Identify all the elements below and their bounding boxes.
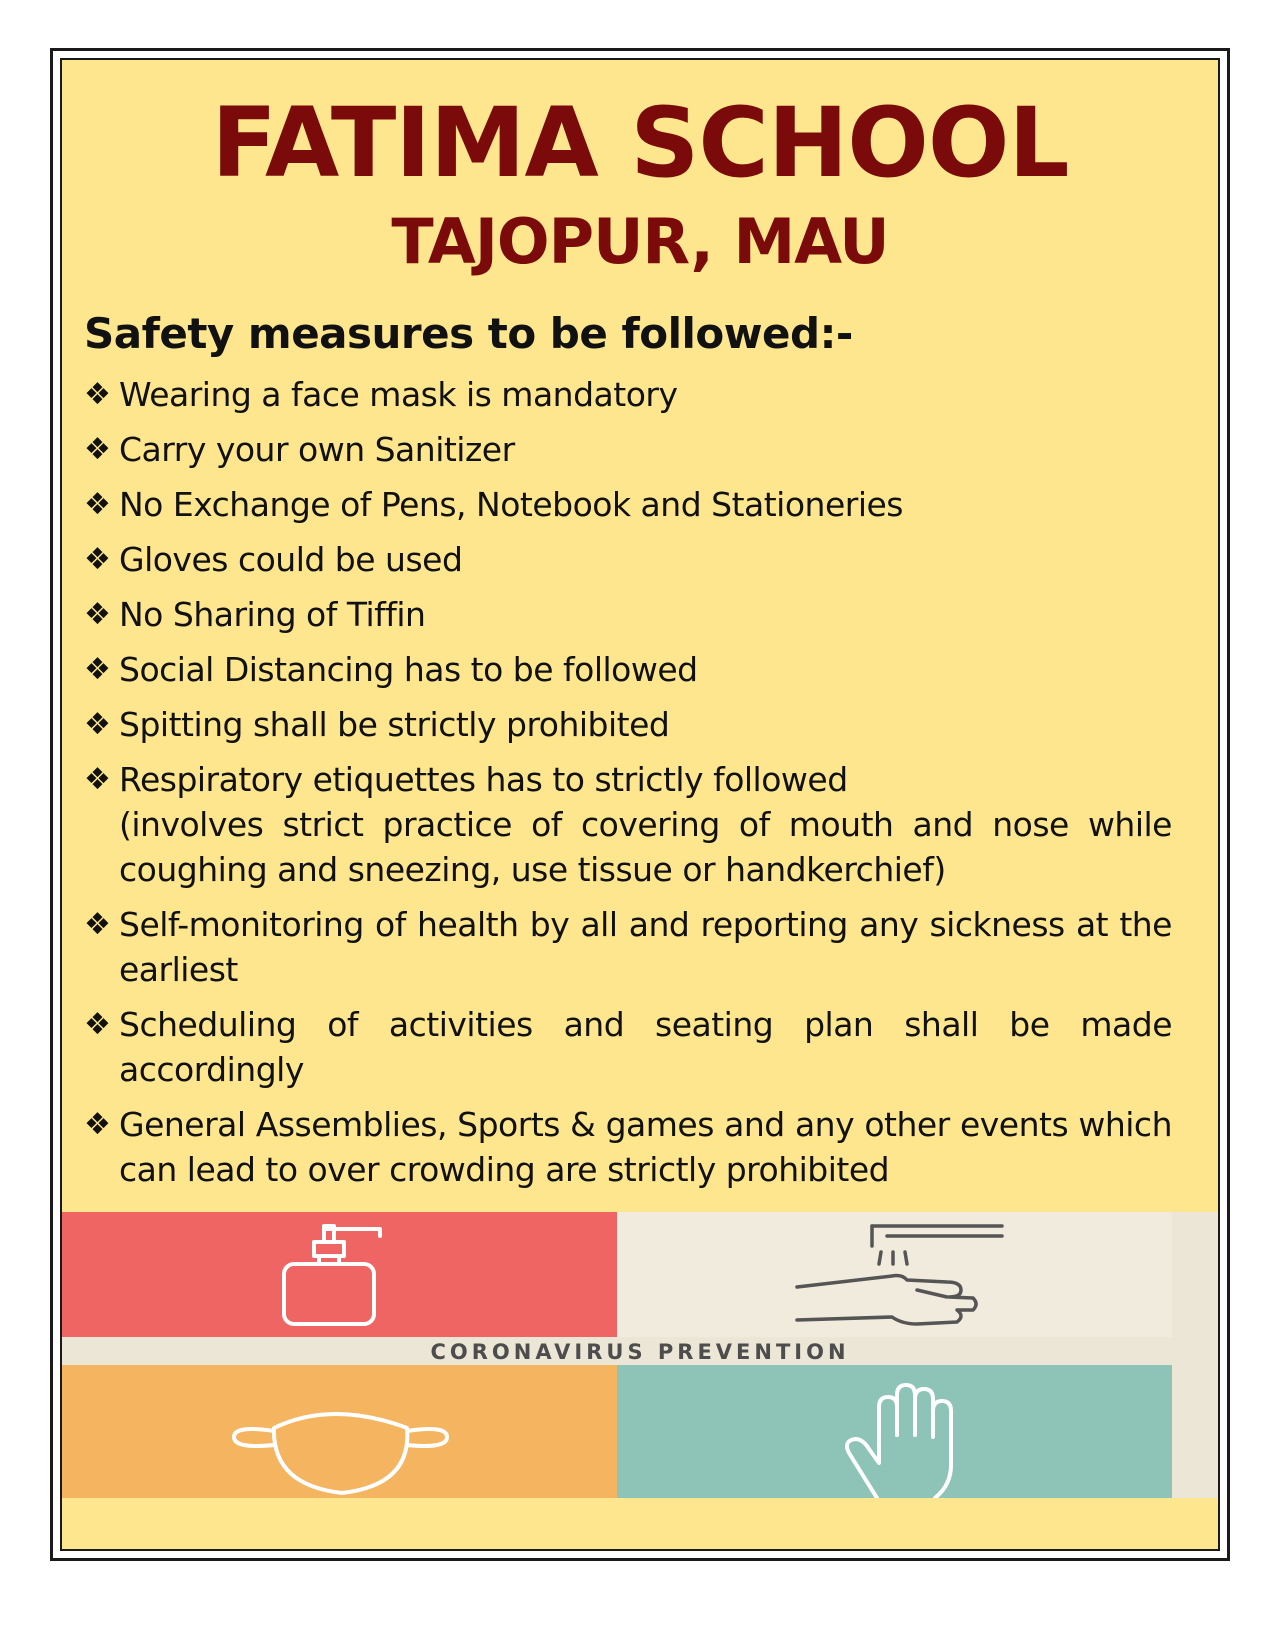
gloves-tile [617,1365,1172,1498]
measure-text: No Exchange of Pens, Notebook and Stationeries [119,485,903,524]
measure-item [84,1102,1172,1192]
measure-note: (involves strict practice of covering of mouth and nose while coughing and sneezing, use tissue or handkerchief) [119,805,1172,889]
measure-item [84,902,1172,992]
measure-item [84,592,1172,637]
diamond-bullet-icon: ❖ [84,707,111,742]
measure-item [84,537,1172,582]
measure-text: Social Distancing has to be followed [119,650,698,689]
face-mask-icon [62,1365,617,1498]
school-name: FATIMA SCHOOL [211,87,1069,199]
diamond-bullet-icon: ❖ [84,1107,111,1142]
mask-tile [62,1365,617,1498]
measure-item [84,1002,1172,1092]
measure-item [84,427,1172,472]
measure-text: Scheduling of activities and seating plan shall be made accordingly [119,1005,1172,1089]
diamond-bullet-icon: ❖ [84,542,111,577]
measure-item [84,372,1172,417]
measure-item [84,482,1172,527]
sanitizer-tile [62,1212,617,1337]
diamond-bullet-icon: ❖ [84,597,111,632]
glove-icon [617,1365,1172,1498]
diamond-bullet-icon: ❖ [84,762,111,797]
measure-text: Carry your own Sanitizer [119,430,515,469]
poster [60,58,1220,1551]
diamond-bullet-icon: ❖ [84,1007,111,1042]
safety-measures-list [84,372,1172,1202]
measure-text: Spitting shall be strictly prohibited [119,705,670,744]
diamond-bullet-icon: ❖ [84,907,111,942]
diamond-bullet-icon: ❖ [84,432,111,467]
sanitizer-bottle-icon [62,1212,617,1337]
measure-text: Respiratory etiquettes has to strictly followed [119,760,848,799]
hand-washing-icon [617,1212,1172,1337]
measure-text: Wearing a face mask is mandatory [119,375,678,414]
measure-item [84,647,1172,692]
measure-item [84,702,1172,747]
banner-caption: CORONAVIRUS PREVENTION [430,1340,850,1364]
handwash-tile [617,1212,1172,1337]
coronavirus-prevention-banner [62,1212,1218,1498]
poster-outer-border [50,48,1230,1561]
measure-item [84,757,1172,892]
diamond-bullet-icon: ❖ [84,377,111,412]
diamond-bullet-icon: ❖ [84,652,111,687]
measure-text: Gloves could be used [119,540,463,579]
diamond-bullet-icon: ❖ [84,487,111,522]
measure-text: Self-monitoring of health by all and reporting any sickness at the earliest [119,905,1172,989]
school-location: TAJOPUR, MAU [391,205,889,278]
measure-text: No Sharing of Tiffin [119,595,426,634]
measure-text: General Assemblies, Sports & games and any other events which can lead to over crowding are strictly prohibited [119,1105,1172,1189]
section-heading: Safety measures to be followed:- [84,309,853,358]
